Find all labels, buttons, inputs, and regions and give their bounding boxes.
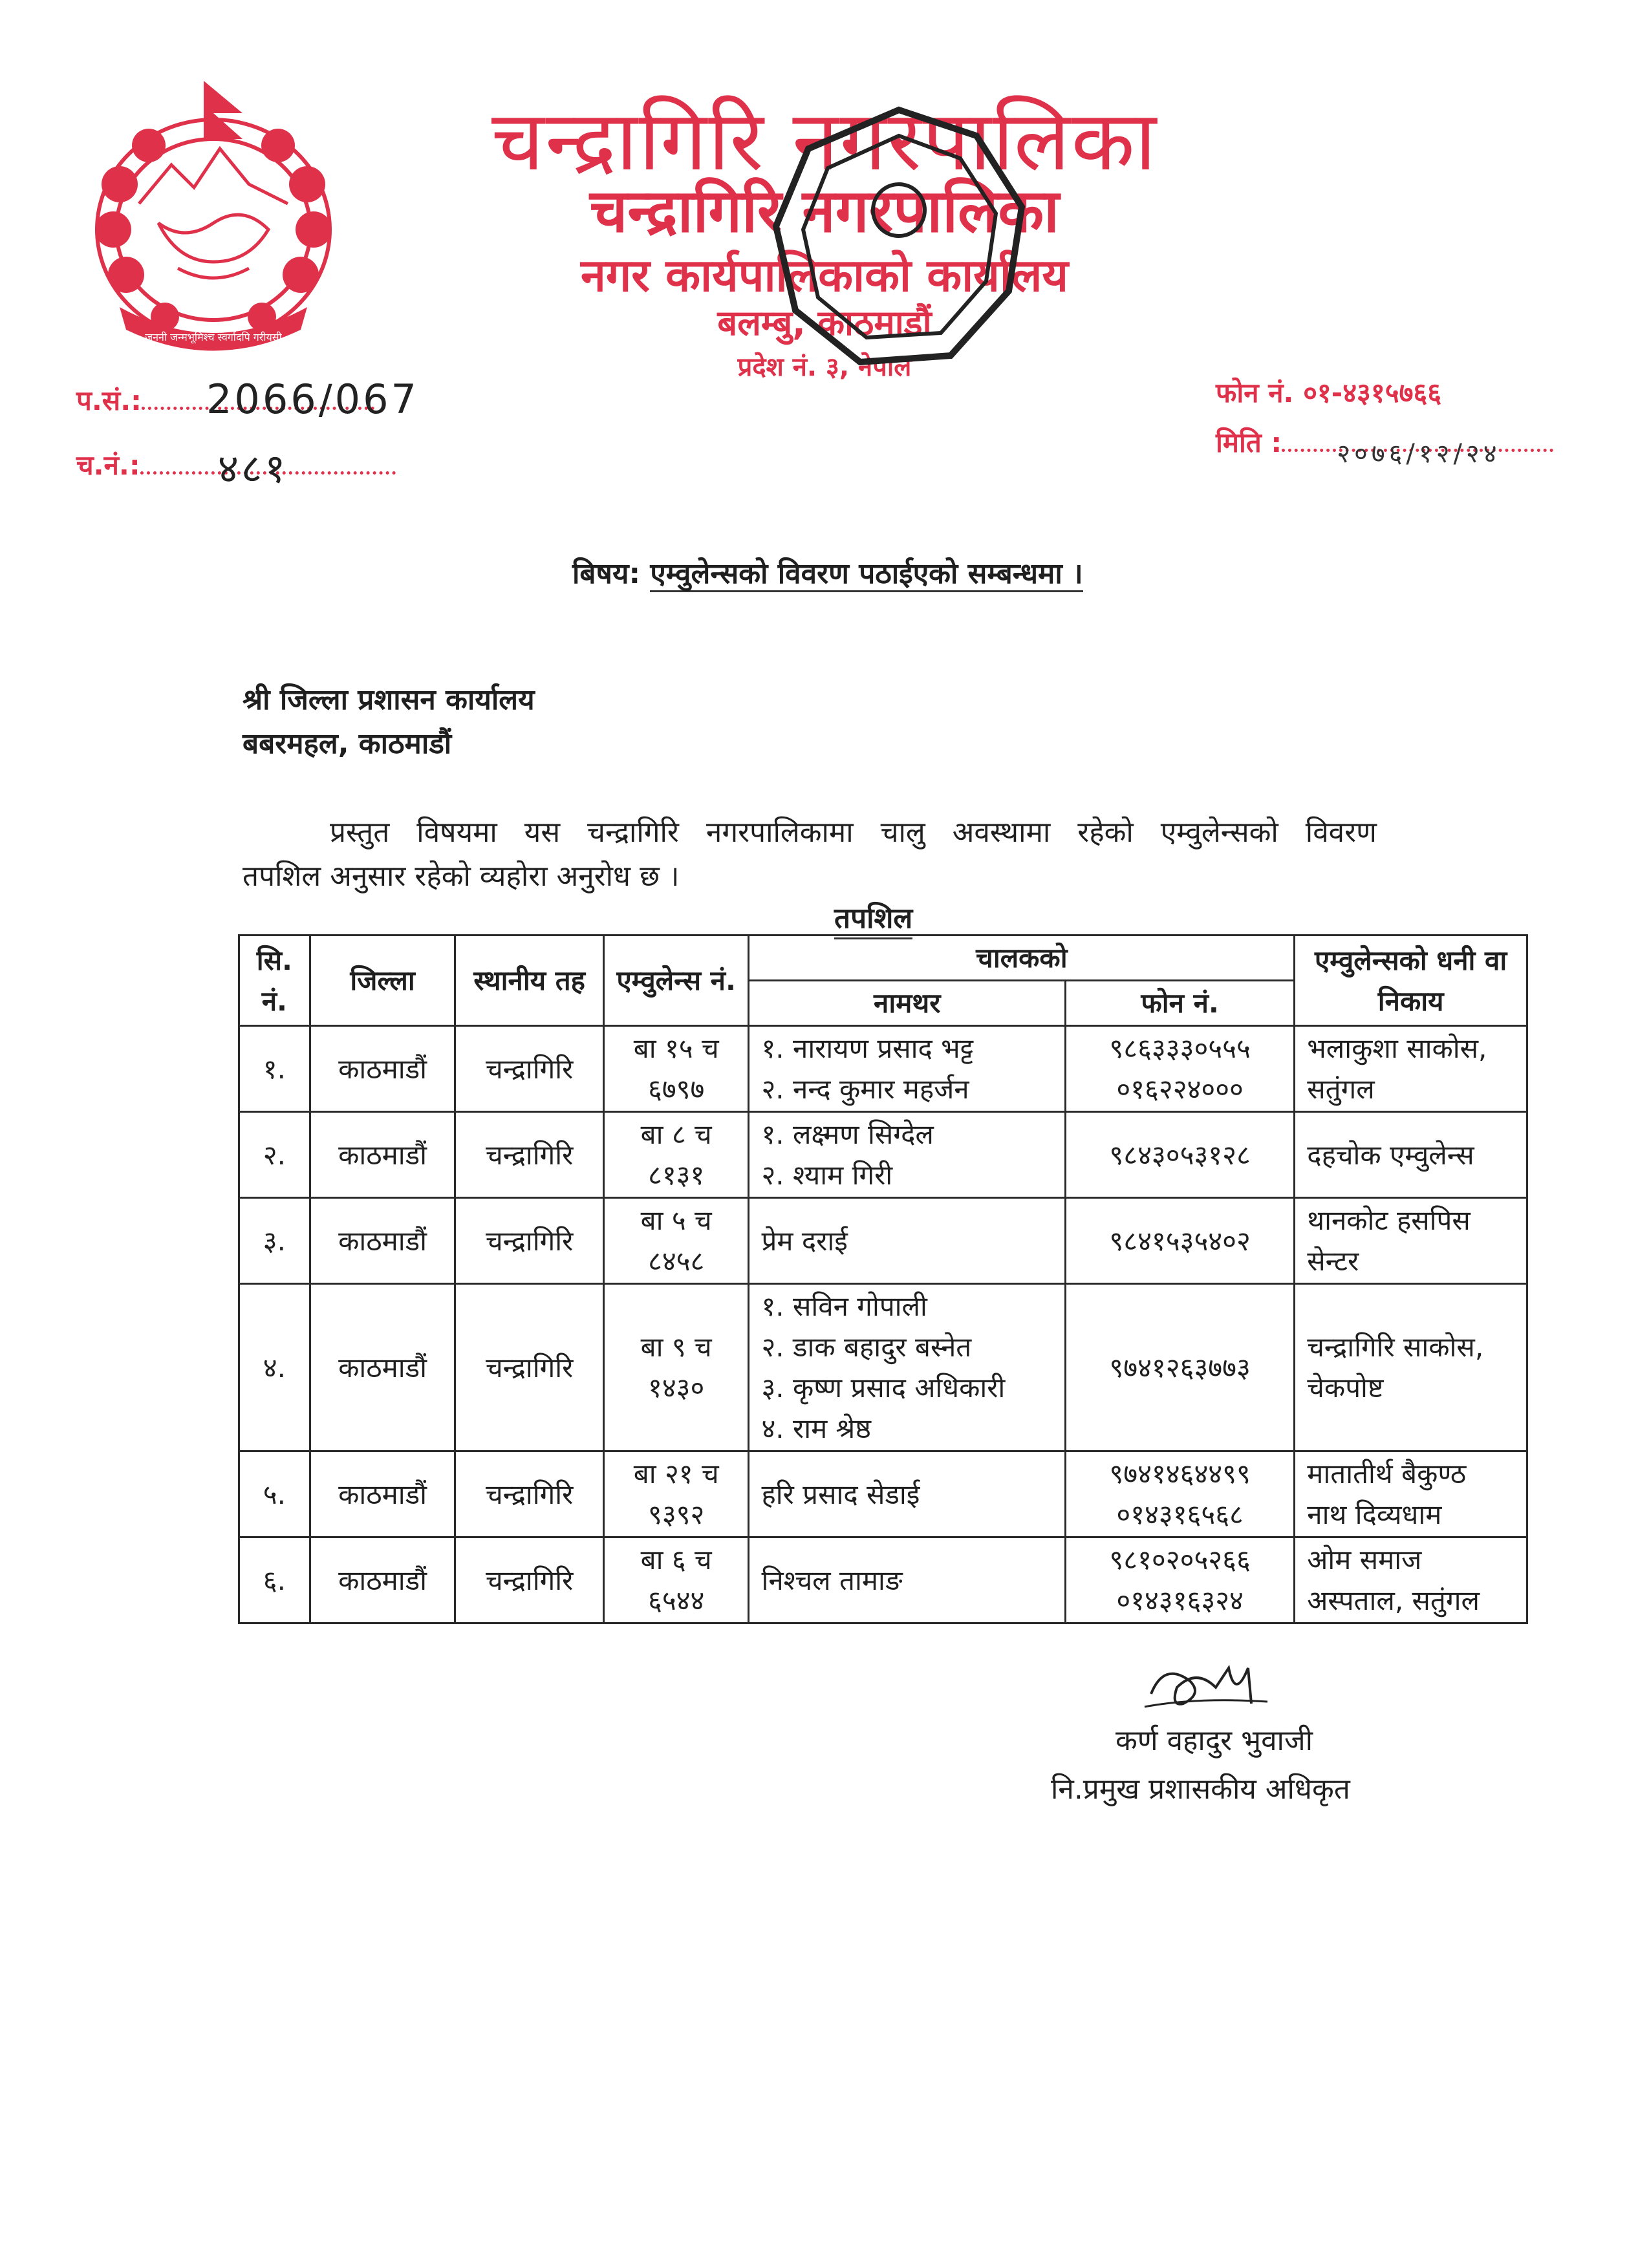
cell-owner-line: थानकोट हसपिस — [1307, 1204, 1471, 1236]
cell-ambulance-no — [603, 1451, 749, 1537]
cell-district — [310, 1284, 455, 1451]
table-row — [239, 1537, 1527, 1623]
municipality-title: चन्द्रागिरि नगरपालिका — [491, 93, 1158, 189]
cell-driver-name — [749, 1026, 1066, 1112]
cell-sn-line: ४. — [263, 1351, 286, 1384]
table-row — [239, 1026, 1527, 1112]
cell-district-line: काठमाडौं — [338, 1478, 427, 1510]
cell-ambulance-no — [603, 1026, 749, 1112]
cell-driver-name-line: १. नारायण प्रसाद भट्ट — [761, 1032, 974, 1064]
cell-district-line: काठमाडौं — [338, 1225, 427, 1257]
office-name: नगर कार्यपालिकाको कार्यालय — [580, 249, 1069, 302]
table-row — [239, 1112, 1527, 1198]
reference-label: प.सं.: — [76, 385, 142, 416]
cell-driver-name — [749, 1198, 1066, 1284]
signatory-title: नि.प्रमुख प्रशासकीय अधिकृत — [1051, 1773, 1350, 1806]
cell-district — [310, 1198, 455, 1284]
date-label: मिति : — [1216, 427, 1282, 458]
cell-driver-name-line: हरि प्रसाद सेडाई — [761, 1478, 920, 1510]
cell-ambulance-no-line: बा ९ च — [640, 1331, 712, 1363]
table-row — [239, 1198, 1527, 1284]
recipient-office: श्री जिल्ला प्रशासन कार्यालय — [242, 683, 535, 716]
cell-driver-phone-line: ९८१०२०५२६६ — [1109, 1544, 1251, 1576]
cell-ambulance-no-line: ८१३१ — [648, 1159, 705, 1191]
cell-driver-name-line: १. सविन गोपाली — [761, 1290, 927, 1322]
cell-sn — [239, 1537, 310, 1623]
cell-local-level — [455, 1537, 604, 1623]
cell-driver-name — [749, 1284, 1066, 1451]
cell-driver-phone-line: ९८४१५३५४०२ — [1109, 1225, 1251, 1257]
cell-driver-name — [749, 1451, 1066, 1537]
body-paragraph-line2: तपशिल अनुसार रहेको व्यहोरा अनुरोध छ । — [242, 860, 680, 893]
phone-value: ०१-४३१५७६६ — [1303, 377, 1442, 409]
cell-driver-name — [749, 1112, 1066, 1198]
subject-text: एम्वुलेन्सको विवरण पठाईएको सम्बन्धमा । — [650, 557, 1083, 592]
cell-ambulance-no-line: बा ५ च — [640, 1204, 712, 1236]
cell-sn — [239, 1198, 310, 1284]
subject-label: बिषय: — [572, 557, 641, 590]
cell-owner-line: नाथ दिव्यधाम — [1307, 1499, 1442, 1530]
header-local-level: स्थानीय तह — [455, 936, 604, 1026]
cell-ambulance-no-line: बा १५ च — [633, 1032, 719, 1064]
cell-local-level — [455, 1112, 604, 1198]
cell-ambulance-no-line: ६५४४ — [648, 1585, 705, 1616]
cell-district — [310, 1451, 455, 1537]
cell-district-line: काठमाडौं — [338, 1053, 427, 1085]
cell-local-level — [455, 1198, 604, 1284]
office-province: प्रदेश नं. ३, नेपाल — [737, 352, 912, 382]
cell-driver-phone — [1065, 1112, 1294, 1198]
letter-subject — [572, 553, 1083, 592]
cell-ambulance-no — [603, 1284, 749, 1451]
table-row — [239, 1451, 1527, 1537]
cell-owner-line: अस्पताल, सतुंगल — [1307, 1585, 1480, 1616]
cell-ambulance-no-line: ९३९२ — [648, 1499, 705, 1530]
cell-driver-phone-line: ९८६३३३०५५५ — [1109, 1032, 1251, 1064]
cell-owner-line: चेकपोष्ट — [1307, 1372, 1384, 1404]
cell-driver-phone-line: ९७४१४६४४९९ — [1109, 1458, 1251, 1490]
header-sn: सि. नं. — [239, 936, 310, 1026]
header-driver: चालकको — [749, 936, 1295, 981]
cell-owner — [1295, 1451, 1527, 1537]
reference-value: 2066/067 — [206, 376, 419, 423]
cell-ambulance-no-line: ६७९७ — [648, 1073, 705, 1105]
table-row — [239, 1284, 1527, 1451]
header-driver-phone: फोन नं. — [1065, 981, 1294, 1026]
cell-local-level-line: चन्द्रागिरि — [485, 1351, 574, 1384]
cell-local-level-line: चन्द्रागिरि — [485, 1564, 574, 1596]
cell-driver-name-line: प्रेम दराई — [761, 1225, 848, 1257]
cell-driver-name-line: २. डाक बहादुर बस्नेत — [761, 1331, 972, 1363]
cell-sn-line: २. — [263, 1139, 286, 1171]
dispatch-number — [76, 445, 396, 492]
cell-local-level-line: चन्द्रागिरि — [485, 1053, 574, 1085]
cell-local-level — [455, 1451, 604, 1537]
cell-local-level — [455, 1026, 604, 1112]
cell-ambulance-no-line: बा ६ च — [640, 1544, 712, 1576]
cell-sn — [239, 1451, 310, 1537]
cell-driver-name-line: निश्चल तामाङ — [761, 1564, 903, 1596]
cell-driver-name-line: ४. राम श्रेष्ठ — [761, 1413, 872, 1444]
body-paragraph-line1: प्रस्तुत विषयमा यस चन्द्रागिरि नगरपालिकामा चालु अवस्थामा रहेको एम्वुलेन्सको विवरण — [330, 816, 1377, 849]
header-district: जिल्ला — [310, 936, 455, 1026]
cell-driver-phone — [1065, 1284, 1294, 1451]
table-body — [239, 1026, 1527, 1623]
dispatch-label: च.नं.: — [76, 449, 140, 481]
cell-district-line: काठमाडौं — [338, 1139, 427, 1171]
cell-driver-phone — [1065, 1026, 1294, 1112]
cell-district — [310, 1537, 455, 1623]
table-header-row — [239, 936, 1527, 981]
cell-driver-name-line: १. लक्ष्मण सिग्देल — [761, 1118, 934, 1150]
emblem-motto: जननी जन्मभूमिश्च स्वर्गादपि गरीयसी — [145, 331, 282, 343]
cell-sn — [239, 1112, 310, 1198]
table-title: तपशिल — [834, 897, 912, 939]
header-owner: एम्वुलेन्सको धनी वा निकाय — [1295, 936, 1527, 1026]
cell-sn-line: १. — [263, 1053, 286, 1085]
phone-label: फोन नं. — [1216, 377, 1294, 409]
header-driver-name: नामथर — [749, 981, 1066, 1026]
cell-owner — [1295, 1284, 1527, 1451]
cell-local-level-line: चन्द्रागिरि — [485, 1225, 574, 1257]
letter-date — [1216, 423, 1553, 469]
cell-owner-line: दहचोक एम्वुलेन्स — [1307, 1139, 1474, 1171]
cell-owner-line: मातातीर्थ बैकुण्ठ — [1307, 1458, 1467, 1490]
cell-district-line: काठमाडौं — [338, 1564, 427, 1596]
cell-driver-name — [749, 1537, 1066, 1623]
cell-ambulance-no-line: बा २१ च — [633, 1458, 719, 1490]
cell-ambulance-no-line: १४३० — [648, 1372, 705, 1404]
cell-owner-line: चन्द्रागिरि साकोस, — [1307, 1331, 1484, 1363]
cell-owner — [1295, 1198, 1527, 1284]
municipality-subtitle: चन्द्रागिरि नगरपालिका — [590, 177, 1059, 246]
office-phone — [1216, 374, 1441, 411]
ambulance-table — [238, 934, 1528, 1624]
cell-driver-name-line: २. श्याम गिरी — [761, 1159, 893, 1191]
cell-driver-phone-line: ९७४१२६३७७३ — [1109, 1351, 1251, 1384]
cell-local-level — [455, 1284, 604, 1451]
signatory-name: कर्ण वहादुर भुवाजी — [1116, 1724, 1313, 1757]
cell-district — [310, 1112, 455, 1198]
cell-driver-phone — [1065, 1198, 1294, 1284]
recipient-address: बबरमहल, काठमाडौं — [242, 727, 452, 760]
cell-driver-phone — [1065, 1451, 1294, 1537]
cell-local-level-line: चन्द्रागिरि — [485, 1139, 574, 1171]
cell-driver-name-line: ३. कृष्ण प्रसाद अधिकारी — [761, 1372, 1006, 1404]
cell-sn — [239, 1284, 310, 1451]
cell-owner-line: भलाकुशा साकोस, — [1307, 1032, 1487, 1064]
cell-owner-line: ओम समाज — [1307, 1544, 1422, 1576]
cell-driver-name-line: २. नन्द कुमार महर्जन — [761, 1073, 969, 1105]
cell-ambulance-no — [603, 1112, 749, 1198]
cell-ambulance-no-line: ८४५८ — [648, 1245, 705, 1277]
nepal-emblem-icon — [81, 74, 346, 352]
cell-ambulance-no — [603, 1537, 749, 1623]
cell-district — [310, 1026, 455, 1112]
cell-sn — [239, 1026, 310, 1112]
signature-mark-icon — [1138, 1642, 1280, 1720]
cell-driver-phone-line: ०१४३१६५६८ — [1116, 1499, 1244, 1530]
cell-driver-phone-line: ९८४३०५३१२८ — [1109, 1139, 1251, 1171]
cell-sn-line: ३. — [263, 1225, 286, 1257]
cell-local-level-line: चन्द्रागिरि — [485, 1478, 574, 1510]
cell-ambulance-no-line: बा ८ च — [640, 1118, 712, 1150]
cell-ambulance-no — [603, 1198, 749, 1284]
office-address: बलम्बु, काठमाडौं — [717, 303, 932, 343]
cell-owner-line: सेन्टर — [1307, 1245, 1359, 1277]
header-ambulance-no: एम्वुलेन्स नं. — [603, 936, 749, 1026]
cell-owner — [1295, 1026, 1527, 1112]
cell-owner — [1295, 1537, 1527, 1623]
reference-number — [76, 376, 419, 423]
cell-owner-line: सतुंगल — [1307, 1073, 1375, 1105]
date-value: २०७६/१२/२४ — [1337, 439, 1501, 469]
cell-driver-phone-line: ०१४३१६३२४ — [1116, 1585, 1244, 1616]
cell-district-line: काठमाडौं — [338, 1351, 427, 1384]
official-stamp-icon — [763, 97, 1035, 375]
cell-sn-line: ५. — [263, 1478, 286, 1510]
cell-driver-phone-line: ०१६२२४००० — [1116, 1073, 1244, 1105]
dispatch-value: ४८१ — [217, 445, 288, 492]
cell-sn-line: ६. — [263, 1564, 286, 1596]
cell-owner — [1295, 1112, 1527, 1198]
cell-driver-phone — [1065, 1537, 1294, 1623]
